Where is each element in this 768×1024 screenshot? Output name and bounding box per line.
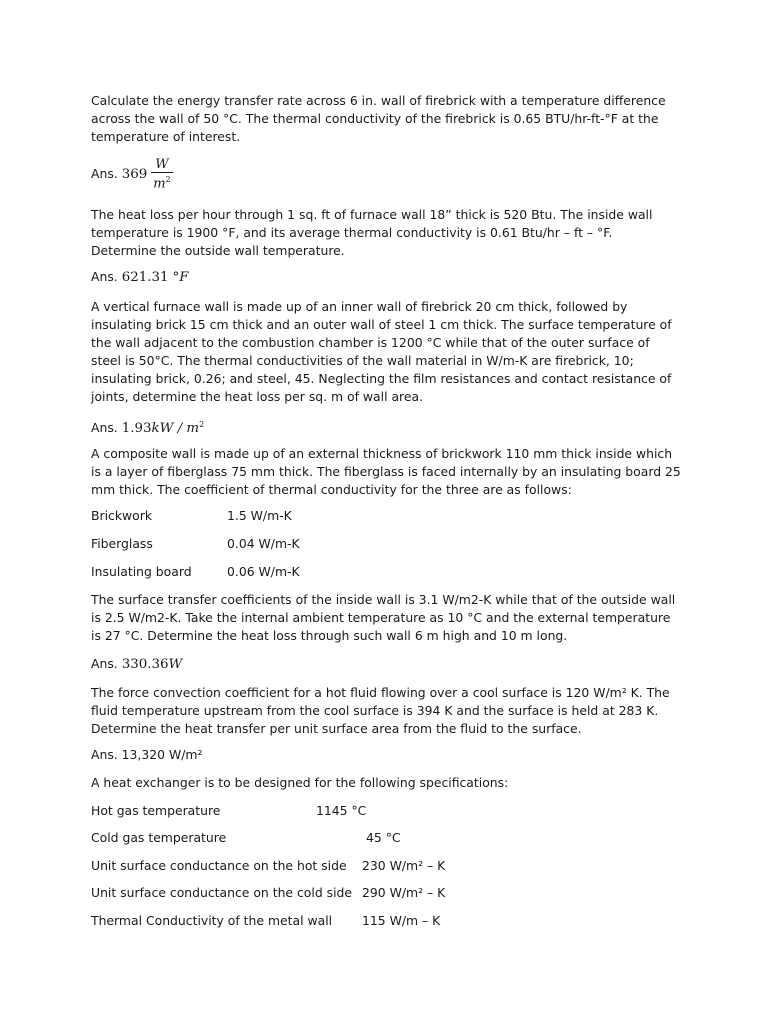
problem-6-text: A heat exchanger is to be designed for the following specifications:	[91, 775, 509, 790]
answer-unit: °F	[172, 270, 189, 285]
denominator-base: m	[153, 176, 166, 192]
answer-label: Ans.	[91, 166, 118, 182]
answer-label: Ans.	[91, 420, 118, 436]
answer-unit-exponent: 2	[199, 420, 205, 429]
problem-5-answer: Ans. 13,320 W/m²	[91, 747, 203, 762]
fraction-numerator: W	[155, 157, 169, 172]
material-name: Insulating board	[91, 564, 192, 579]
spec-name: Hot gas temperature	[91, 803, 221, 818]
spec-value: 115 W/m – K	[362, 913, 441, 928]
answer-label: Ans.	[91, 269, 118, 284]
spec-value: 230 W/m² – K	[362, 858, 446, 873]
answer-unit: W	[168, 657, 183, 672]
spec-name: Unit surface conductance on the hot side	[91, 858, 347, 873]
problem-4-answer	[91, 655, 182, 674]
material-value: 0.04 W/m-K	[227, 536, 300, 551]
material-name: Brickwork	[91, 508, 153, 523]
answer-value: 1.93	[121, 421, 152, 437]
spec-name: Cold gas temperature	[91, 830, 227, 845]
spec-name: Thermal Conductivity of the metal wall	[91, 913, 333, 928]
problem-4-text-continued: The surface transfer coefficients of the inside wall is 3.1 W/m2-K while that of the outside wall is 2.5 W/m2-K. Take the internal ambient temperature as 10 °C and the external temperature is 27 °C. Determine the heat loss through such wall 6 m high and 10 m long.	[91, 592, 676, 643]
answer-unit: kW / m	[151, 421, 200, 437]
problem-1-text: Calculate the energy transfer rate across 6 in. wall of firebrick with a temperature difference across the wall of 50 °C. The thermal conductivity of the firebrick is 0.65 BTU/hr-ft-°F at the temperature of interest.	[91, 93, 666, 144]
denominator-exponent: 2	[165, 175, 171, 184]
material-value: 1.5 W/m-K	[227, 508, 292, 523]
answer-label: Ans.	[91, 656, 118, 671]
spec-value: 45 °C	[366, 830, 401, 845]
problem-5-text: The force convection coefficient for a hot fluid flowing over a cool surface is 120 W/m² K. The fluid temperature upstream from the cool surface is 394 K and the surface is held at 283 K. Determine the heat transfer per unit surface area from the fluid to the surface.	[91, 685, 670, 736]
material-name: Fiberglass	[91, 536, 153, 551]
spec-name: Unit surface conductance on the cold side	[91, 885, 353, 900]
problem-1-answer	[91, 158, 173, 191]
problem-4-text: A composite wall is made up of an external thickness of brickwork 110 mm thick inside which is a layer of fiberglass 75 mm thick. The fiberglass is faced internally by an insulating board 25 mm thick. The coefficient of thermal conductivity for the three are as follows:	[91, 446, 681, 497]
problem-2-answer	[91, 268, 189, 287]
answer-value: 330.36	[121, 657, 169, 672]
material-value: 0.06 W/m-K	[227, 564, 300, 579]
problem-3-answer	[91, 416, 204, 438]
answer-value: 621.31	[121, 270, 169, 285]
problem-3-text: A vertical furnace wall is made up of an inner wall of firebrick 20 cm thick, followed by insulating brick 15 cm thick and an outer wall of steel 1 cm thick. The surface temperature of the wall adjacent to the combustion chamber is 1200 °C while that of the outer surface of steel is 50°C. The thermal conductivities of the wall material in W/m-K are firebrick, 10; insulating brick, 0.26; and steel, 45. Neglecting the film resistances and contact resistance of joints, determine the heat loss per sq. m of wall area.	[91, 299, 672, 404]
answer-value: 369	[121, 167, 148, 183]
spec-value: 1145 °C	[316, 803, 367, 818]
problem-2-text: The heat loss per hour through 1 sq. ft of furnace wall 18” thick is 520 Btu. The inside wall temperature is 1900 °F, and its average thermal conductivity is 0.61 Btu/hr – ft – °F. Determine the outside wall temperature.	[91, 207, 653, 258]
spec-value: 290 W/m² – K	[362, 885, 446, 900]
answer-unit-fraction	[151, 158, 172, 191]
fraction-denominator	[151, 172, 172, 191]
